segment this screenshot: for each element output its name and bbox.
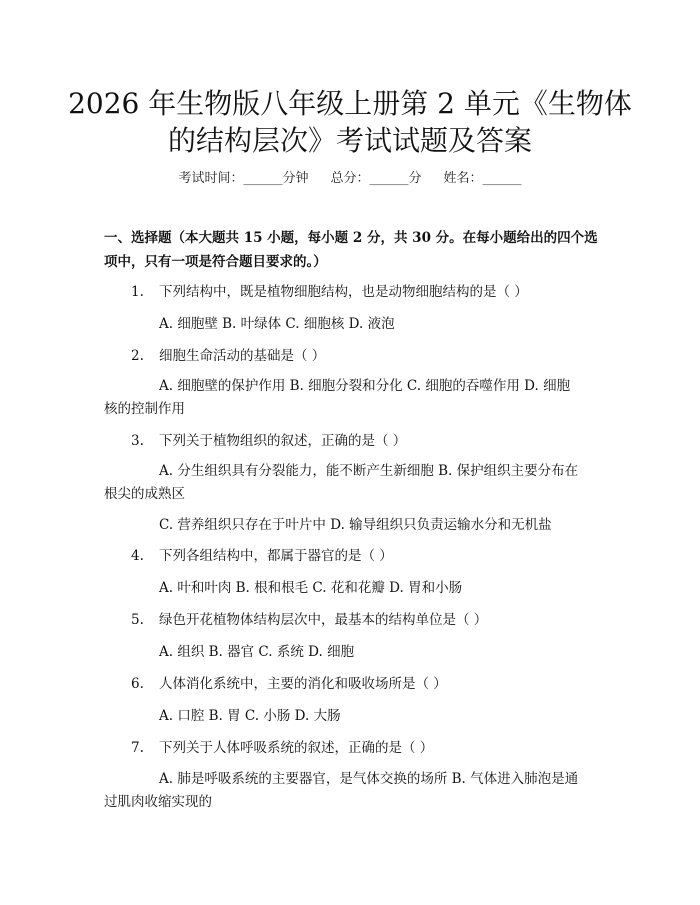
name-label: 姓名： xyxy=(443,171,483,186)
exam-title-line-1: 2026 年生物版八年级上册第 2 单元《生物体 xyxy=(68,87,632,120)
question-7-options: A. 肺是呼吸系统的主要器官，是气体交换的场所 B. 气体进入肺泡是通 xyxy=(159,771,579,787)
question-number: 6. xyxy=(131,676,144,692)
question-2 xyxy=(131,346,325,366)
exam-meta xyxy=(0,167,700,186)
question-text: 下列关于人体呼吸系统的叙述，正确的是（ ） xyxy=(159,740,434,756)
section-heading-line-2: 项中，只有一项是符合题目要求的。） xyxy=(104,254,327,270)
question-number: 7. xyxy=(131,740,144,756)
question-text: 人体消化系统中，主要的消化和吸收场所是（ ） xyxy=(159,676,447,692)
question-7 xyxy=(131,738,433,758)
question-4-options: A. 叶和叶肉 B. 根和根毛 C. 花和花瓣 D. 胃和小肠 xyxy=(159,580,463,596)
question-2-options: A. 细胞壁的保护作用 B. 细胞分裂和分化 C. 细胞的吞噬作用 D. 细胞 xyxy=(159,378,571,394)
question-7-options-cont: 过肌肉收缩实现的 xyxy=(104,794,212,810)
score-blank: ______ xyxy=(369,171,409,186)
question-number: 5. xyxy=(131,612,144,628)
question-5-options: A. 组织 B. 器官 C. 系统 D. 细胞 xyxy=(159,644,355,660)
question-1-options: A. 细胞壁 B. 叶绿体 C. 细胞核 D. 液泡 xyxy=(159,316,395,332)
question-3-options-b-cont: 根尖的成熟区 xyxy=(104,486,185,502)
question-text: 下列关于植物组织的叙述，正确的是（ ） xyxy=(159,433,407,449)
question-3-options-c-d: C. 营养组织只存在于叶片中 D. 输导组织只负责运输水分和无机盐 xyxy=(159,517,552,533)
question-text: 细胞生命活动的基础是（ ） xyxy=(159,348,326,364)
question-3 xyxy=(131,431,406,451)
name-blank: ______ xyxy=(482,171,522,186)
question-1 xyxy=(131,282,528,302)
question-number: 3. xyxy=(131,433,144,449)
question-2-options-cont: 核的控制作用 xyxy=(104,401,185,417)
exam-title-line-2: 的结构层次》考试试题及答案 xyxy=(167,124,532,157)
section-heading-line-1: 一、选择题（本大题共 15 小题，每小题 2 分，共 30 分。在每小题给出的四个选 xyxy=(104,230,598,246)
question-3-options-a-b: A. 分生组织具有分裂能力，能不断产生新细胞 B. 保护组织主要分布在 xyxy=(159,463,579,479)
question-number: 1. xyxy=(131,284,144,300)
time-label: 考试时间： xyxy=(178,171,244,186)
question-text: 下列结构中，既是植物细胞结构，也是动物细胞结构的是（ ） xyxy=(159,284,528,300)
question-5 xyxy=(131,610,487,630)
question-text: 绿色开花植物体结构层次中，最基本的结构单位是（ ） xyxy=(159,612,488,628)
score-unit: 分 xyxy=(408,171,422,186)
question-4 xyxy=(131,546,393,566)
question-6 xyxy=(131,674,447,694)
score-label: 总分： xyxy=(330,171,370,186)
question-6-options: A. 口腔 B. 胃 C. 小肠 D. 大肠 xyxy=(159,708,341,724)
question-text: 下列各组结构中，都属于器官的是（ ） xyxy=(159,548,393,564)
time-blank: ______ xyxy=(243,171,283,186)
time-unit: 分钟 xyxy=(282,171,309,186)
question-number: 4. xyxy=(131,548,144,564)
question-number: 2. xyxy=(131,348,144,364)
